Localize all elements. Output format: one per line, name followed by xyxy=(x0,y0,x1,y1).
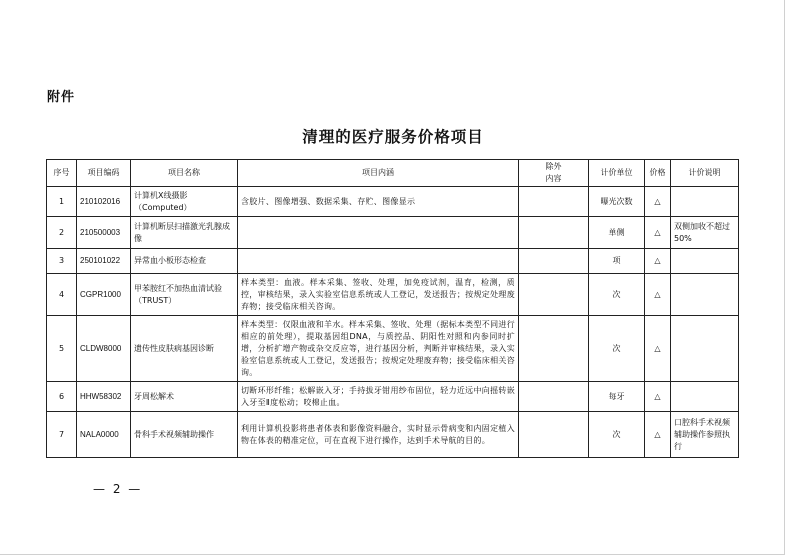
cell-content: 切断环形纤维；松解嵌入牙；手持拔牙钳用纱布固位，轻力近远中向摇转嵌入牙至Ⅱ度松动；咬棉止血。 xyxy=(238,382,519,412)
cell-content xyxy=(238,217,519,249)
header-unit: 计价单位 xyxy=(589,160,645,187)
cell-price: △ xyxy=(645,187,671,217)
cell-remark: 双侧加收不超过50% xyxy=(671,217,739,249)
cell-seq: 3 xyxy=(47,249,77,274)
cell-seq: 5 xyxy=(47,316,77,382)
cell-excluded xyxy=(519,412,589,458)
cell-price: △ xyxy=(645,249,671,274)
cell-code: 250101022 xyxy=(77,249,131,274)
cell-code: HHW58302 xyxy=(77,382,131,412)
header-remark: 计价说明 xyxy=(671,160,739,187)
cell-remark: 口腔科手术视频辅助操作参照执行 xyxy=(671,412,739,458)
table-row xyxy=(47,187,739,217)
cell-unit: 次 xyxy=(589,274,645,316)
cell-name: 牙周松解术 xyxy=(131,382,238,412)
header-code: 项目编码 xyxy=(77,160,131,187)
cell-content: 样本类型：血液。样本采集、签收、处理，加免疫试剂，温育，检测，质控，审核结果，录入实验室信息系统或人工登记，发送报告；按规定处理废弃物；接受临床相关咨询。 xyxy=(238,274,519,316)
cell-unit: 次 xyxy=(589,412,645,458)
table-row xyxy=(47,412,739,458)
cell-seq: 4 xyxy=(47,274,77,316)
cell-name: 计算机X线摄影 （Computed） xyxy=(131,187,238,217)
cell-name: 遗传性皮肤病基因诊断 xyxy=(131,316,238,382)
cell-excluded xyxy=(519,382,589,412)
cell-price: △ xyxy=(645,316,671,382)
cell-excluded xyxy=(519,217,589,249)
cell-remark xyxy=(671,274,739,316)
cell-content: 利用计算机投影将患者体表和影像资料融合，实时显示骨病变和内固定植入物在体表的精准定位，可在直视下进行操作，达到手术导航的目的。 xyxy=(238,412,519,458)
cell-remark xyxy=(671,382,739,412)
cell-code: CGPR1000 xyxy=(77,274,131,316)
price-table xyxy=(46,159,739,458)
cell-name: 甲苯胺红不加热血清试验（TRUST） xyxy=(131,274,238,316)
cell-content: 含胶片、图像增强、数据采集、存贮、图像显示 xyxy=(238,187,519,217)
cell-seq: 7 xyxy=(47,412,77,458)
document-title: 清理的医疗服务价格项目 xyxy=(302,127,484,146)
cell-unit: 曝光次数 xyxy=(589,187,645,217)
table-row xyxy=(47,249,739,274)
table-row xyxy=(47,382,739,412)
header-content: 项目内涵 xyxy=(238,160,519,187)
cell-price: △ xyxy=(645,217,671,249)
cell-price: △ xyxy=(645,382,671,412)
cell-code: 210102016 xyxy=(77,187,131,217)
cell-unit: 单侧 xyxy=(589,217,645,249)
cell-code: NALA0000 xyxy=(77,412,131,458)
cell-excluded xyxy=(519,274,589,316)
annex-label: 附件 xyxy=(47,90,76,105)
cell-code: CLDW8000 xyxy=(77,316,131,382)
cell-unit: 次 xyxy=(589,316,645,382)
table-row xyxy=(47,316,739,382)
cell-seq: 2 xyxy=(47,217,77,249)
cell-name: 骨科手术视频辅助操作 xyxy=(131,412,238,458)
cell-unit: 每牙 xyxy=(589,382,645,412)
header-seq: 序号 xyxy=(47,160,77,187)
cell-seq: 1 xyxy=(47,187,77,217)
header-price: 价格 xyxy=(645,160,671,187)
cell-excluded xyxy=(519,249,589,274)
cell-name: 异常血小板形态检查 xyxy=(131,249,238,274)
cell-unit: 项 xyxy=(589,249,645,274)
cell-excluded xyxy=(519,316,589,382)
cell-content: 样本类型：仅限血液和羊水。样本采集、签收、处理（据标本类型不同进行相应的前处理），提取基因组DNA，与质控品、阴阳性对照和内参同时扩增，分析扩增产物或杂交反应等，进行基因分析，判断并审核结果，录入实验室信息系统或人工登记，发送报告；按规定处理废弃物；接受临床相关咨询。 xyxy=(238,316,519,382)
cell-price: △ xyxy=(645,274,671,316)
table-header-row xyxy=(47,160,739,187)
table-row xyxy=(47,274,739,316)
cell-content xyxy=(238,249,519,274)
table-row xyxy=(47,217,739,249)
cell-remark xyxy=(671,316,739,382)
page-number: — 2 — xyxy=(93,482,143,496)
cell-code: 210500003 xyxy=(77,217,131,249)
cell-name: 计算机断层扫描激光乳腺成像 xyxy=(131,217,238,249)
header-name: 项目名称 xyxy=(131,160,238,187)
cell-remark xyxy=(671,187,739,217)
cell-seq: 6 xyxy=(47,382,77,412)
cell-price: △ xyxy=(645,412,671,458)
cell-excluded xyxy=(519,187,589,217)
cell-remark xyxy=(671,249,739,274)
header-excluded: 除外 内容 xyxy=(519,160,589,187)
